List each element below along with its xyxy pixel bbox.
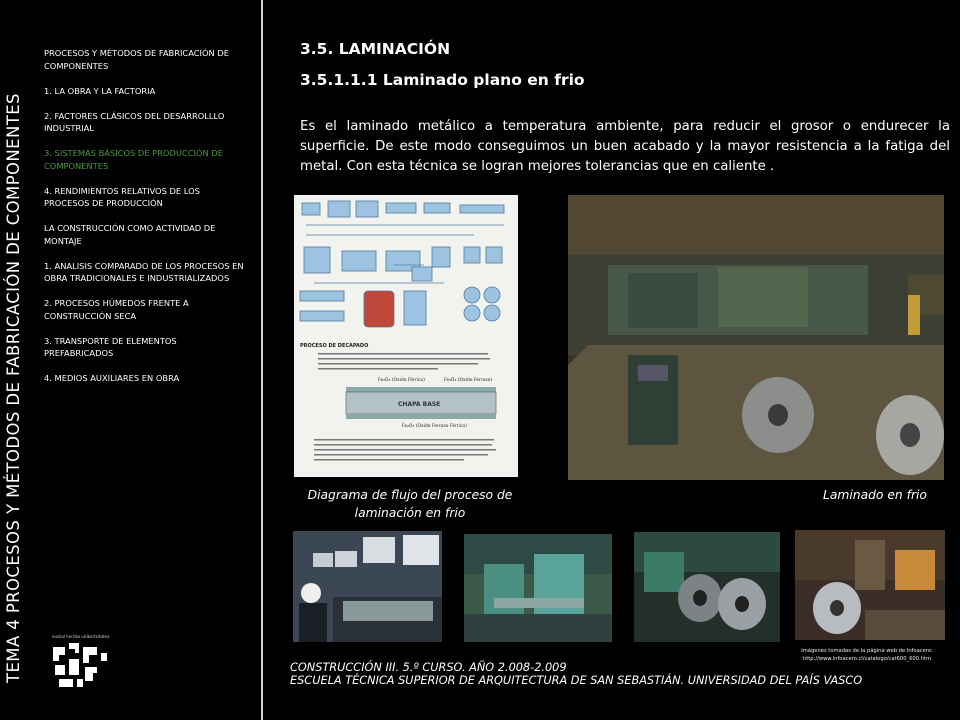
sidebar-menu: [44, 47, 244, 397]
flow-diagram-image: [294, 195, 518, 477]
rolling-mill-drawing: [464, 534, 612, 642]
menu-item-procesos-humedos[interactable]: 2. PROCESOS HÚMEDOS FRENTE A CONSTRUCCIÓN SECA: [44, 298, 189, 321]
diagram-title: PROCESO DE DECAPADO: [300, 343, 369, 349]
image-credit-url[interactable]: http://www.infoacero.cl/catalogo/cat600_600.htm: [802, 656, 932, 662]
menu-item-factores-clasicos[interactable]: 2. FACTORES CLÁSICOS DEL DESARROLLLO INDUSTRIAL: [44, 110, 225, 133]
vertical-divider: [261, 0, 263, 720]
coil-stand-drawing: [795, 530, 945, 640]
steel-coils-drawing: [634, 532, 780, 642]
footer: [290, 661, 862, 687]
section-title: 3.5. LAMINACIÓN: [300, 40, 451, 58]
diagram-caption: Diagrama de flujo del proceso de laminación en frio: [307, 488, 513, 520]
control-room-photo: [293, 531, 442, 642]
menu-item-heading[interactable]: PROCESOS Y MÉTODOS DE FABRICACIÓN DE COMPONENTES: [44, 48, 229, 71]
menu-item-rendimientos[interactable]: 4. RENDIMIENTOS RELATIVOS DE LOS PROCESOS DE PRODUCCIÓN: [44, 185, 200, 208]
diagram-layer-base: CHAPA BASE: [398, 401, 441, 408]
steel-coils-photo: [634, 532, 780, 642]
image-credit-line1: Imágenes tomadas de la página web de Infoacero:: [801, 648, 933, 654]
flow-diagram-drawing: [294, 195, 518, 477]
subsection-title: 3.5.1.1.1 Laminado plano en frio: [300, 71, 585, 89]
footer-school: ESCUELA TÉCNICA SUPERIOR DE ARQUITECTURA DE SAN SEBASTIÁN. UNIVERSIDAD DEL PAÍS VASCO: [290, 674, 863, 687]
vertical-title: TEMA 4 PROCESOS Y MÉTODOS DE FABRICACIÓN DE COMPONENTES: [4, 93, 23, 683]
menu-item-analisis[interactable]: 1. ANALISIS COMPARADO DE LOS PROCESOS EN OBRA TRADICIONALES E INDUSTRIALIZADOS: [44, 260, 244, 283]
diagram-layer-top-right: Fe₃O₄ (Oxido Ferroso): [444, 378, 493, 383]
description-paragraph: Es el laminado metálico a temperatura ambiente, para reducir el grosor o endurecer la superficie. De este modo conseguimos un buen acabado y la mayor resistencia a la fatiga del metal. Con esta técnica se logran mejores tolerancias que en caliente .: [300, 119, 950, 174]
control-room-drawing: [293, 531, 442, 642]
menu-item-montaje[interactable]: LA CONSTRUCCIÓN COMO ACTIVIDAD DE MONTAJE: [44, 223, 216, 246]
diagram-layer-bottom: Fe₂O₃ (Oxido Ferroso Férrico): [402, 424, 467, 429]
diagram-layer-top-left: Fe₂O₃ (Oxido Férrico): [378, 378, 425, 383]
menu-item-transporte[interactable]: 3. TRANSPORTE DE ELEMENTOS PREFABRICADOS: [44, 335, 177, 358]
cold-rolling-drawing: [568, 195, 944, 480]
rolling-mill-photo: [464, 534, 612, 642]
menu-item-obra-factoria[interactable]: 1. LA OBRA Y LA FACTORIA: [44, 85, 156, 96]
menu-item-medios-auxiliares[interactable]: 4. MEDIOS AUXILIARES EN OBRA: [44, 373, 180, 383]
menu-item-sistemas-basicos[interactable]: 3. SISTEMAS BÁSICOS DE PRODUCCIÓN DE COMPONENTES: [44, 148, 223, 171]
footer-course: CONSTRUCCIÓN III. 5.º CURSO. AÑO 2.008-2.009: [290, 661, 567, 674]
university-logo: [47, 633, 111, 691]
logo-caption: euskal herriko unibertsitatea: [52, 634, 110, 639]
coil-stand-photo: [795, 530, 945, 640]
photo-caption: Laminado en frio: [823, 488, 927, 502]
cold-rolling-photo: [568, 195, 944, 480]
